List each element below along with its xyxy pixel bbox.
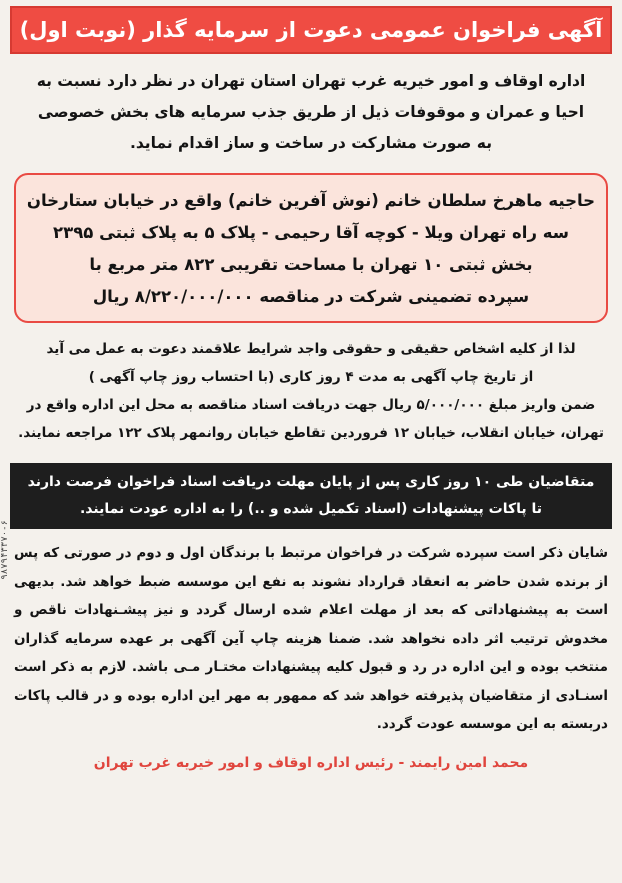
property-line: سه راه تهران ویلا - کوچه آقا رحیمی - پلاک ۵ به پلاک ثبتی ۲۳۹۵ bbox=[53, 223, 569, 242]
property-details-box bbox=[14, 173, 608, 323]
intro-line: اداره اوقاف و امور خیریه غرب تهران استان تهران در نظر دارد نسبت به bbox=[36, 72, 586, 90]
invitation-line: تهران، خیابان انقلاب، خیابان ۱۲ فروردین تقاطع خیابان روانمهر پلاک ۱۲۲ مراجعه نمایند. bbox=[18, 425, 604, 441]
intro-line: به صورت مشارکت در ساخت و ساز اقدام نماید. bbox=[129, 134, 493, 152]
property-line: سپرده تضمینی شرکت در مناقصه ۸/۲۲۰/۰۰۰/۰۰۰ ریال bbox=[92, 287, 530, 306]
conditions-paragraph: شایان ذکر است سپرده شرکت در فراخوان مرتبط با برندگان اول و دوم در صورتی که پس از برنده شدن حاضر به انعقاد قرارداد نشوند به نفع این موسسه ضبط خواهد شد. بدیهی است به پیشنهاداتی که بعد از مهلت اعلام شده ارسال گردد و نیز پیشـنهادات ناقص و مخدوش ترتیب اثر داده نخواهد شد. ضمنا هزینه چاپ آین آگهی بر عهده سرمایه گذاران منتخب بوده و این اداره در رد و قبول کلیه پیشنهادات مختـار مـی باشد. لازم به ذکر است اسنـادی از متقاضیان پذیرفته خواهد شد که ممهور به مهر این اداره بوده و در قالب پاکات دربسته به این موسسه عودت گردد. bbox=[14, 545, 608, 732]
intro-paragraph bbox=[16, 66, 606, 159]
property-line: بخش ثبتی ۱۰ تهران با مساحت تقریبی ۸۲۲ متر مربع با bbox=[89, 255, 533, 274]
invitation-line: لذا از کلیه اشخاص حقیقی و حقوقی واجد شرایط علاقمند دعوت به عمل می آید bbox=[46, 341, 576, 357]
deadline-notice-box bbox=[10, 463, 612, 529]
property-line: حاجیه ماهرخ سلطان خانم (نوش آفرین خانم) واقع در خیابان ستارخان bbox=[26, 191, 596, 210]
signature-line: محمد امین رایمند - رئیس اداره اوقاف و امور خیریه غرب تهران bbox=[93, 754, 529, 771]
invitation-line: ضمن واریز مبلغ ۵/۰۰۰/۰۰۰ ریال جهت دریافت اسناد مناقصه به محل این اداره واقع در bbox=[26, 397, 596, 413]
deadline-line: تا پاکات پیشنهادات (اسناد تکمیل شده و ..) را به اداره عودت نمایند. bbox=[79, 501, 543, 517]
side-reference-code: ۹۸۷۹۴۳۳۷۰-۶ bbox=[0, 520, 10, 580]
invitation-line: از تاریخ چاپ آگهی به مدت ۴ روز کاری (با احتساب روز چاپ آگهی ) bbox=[88, 369, 534, 385]
deadline-line: متقاضیان طی ۱۰ روز کاری پس از پایان مهلت دریافت اسناد فراخوان فرصت دارند bbox=[27, 474, 595, 490]
page-title-banner bbox=[10, 6, 612, 54]
intro-line: احیا و عمران و موقوفات ذیل از طریق جذب سرمایه های بخش خصوصی bbox=[37, 103, 585, 121]
invitation-paragraph bbox=[14, 335, 608, 447]
page-title: آگهی فراخوان عمومی دعوت از سرمایه گذار (نوبت اول) bbox=[19, 18, 603, 42]
